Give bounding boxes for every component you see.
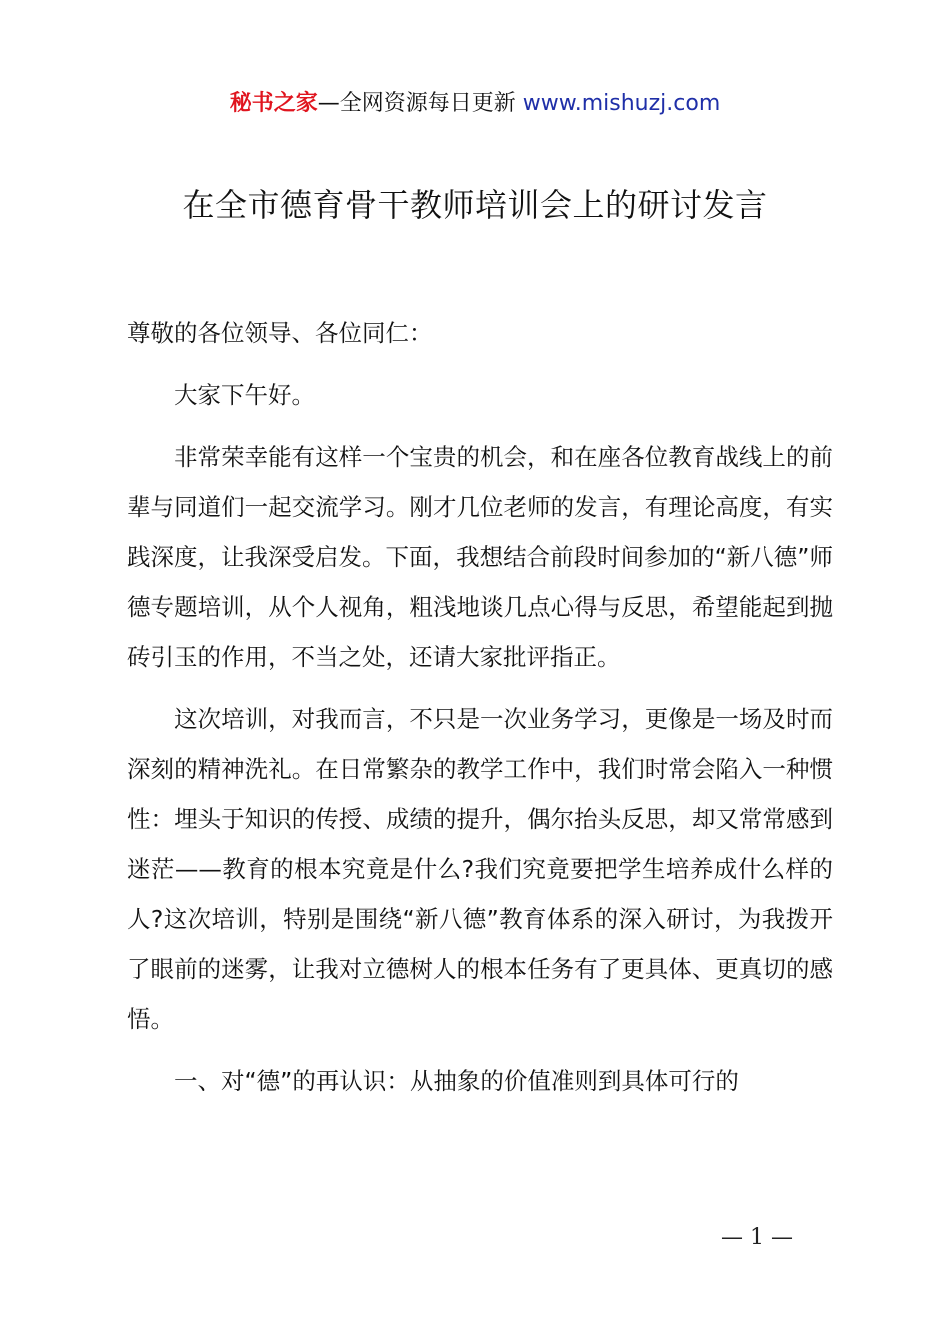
site-header [0,86,950,122]
document-title: 在全市德育骨干教师培训会上的研讨发言 [182,186,768,224]
section-heading: 一、对“德”的再认识：从抽象的价值准则到具体可行的 [174,1067,739,1095]
paragraph-training: 这次培训，对我而言，不只是一次业务学习，更像是一场及时而深刻的精神洗礼。在日常繁杂的教学工作中，我们时常会陷入一种惯性：埋头于知识的传授、成绩的提升，偶尔抬头反思，却又常常感到迷茫——教育的根本究竟是什么?我们究竟要把学生培养成什么样的人?这次培训，特别是围绕“新八德”教育体系的深入研讨，为我拨开了眼前的迷雾，让我对立德树人的根本任务有了更具体、更真切的感悟。 [127,705,833,1033]
site-url[interactable]: www.mishuzj.com [522,91,721,116]
brand-name: 秘书之家 [229,91,318,116]
salutation: 尊敬的各位领导、各位同仁： [127,319,433,347]
document-body [127,308,833,1106]
header-tagline: —全网资源每日更新 [317,91,516,116]
paragraph-intro: 非常荣幸能有这样一个宝贵的机会，和在座各位教育战线上的前辈与同道们一起交流学习。刚才几位老师的发言，有理论高度，有实践深度，让我深受启发。下面，我想结合前段时间参加的“新八德”师德专题培训，从个人视角，粗浅地谈几点心得与反思，希望能起到抛砖引玉的作用，不当之处，还请大家批评指正。 [127,443,833,671]
page-number: — 1 — [721,1225,793,1250]
paragraph-greeting: 大家下午好。 [174,381,315,409]
